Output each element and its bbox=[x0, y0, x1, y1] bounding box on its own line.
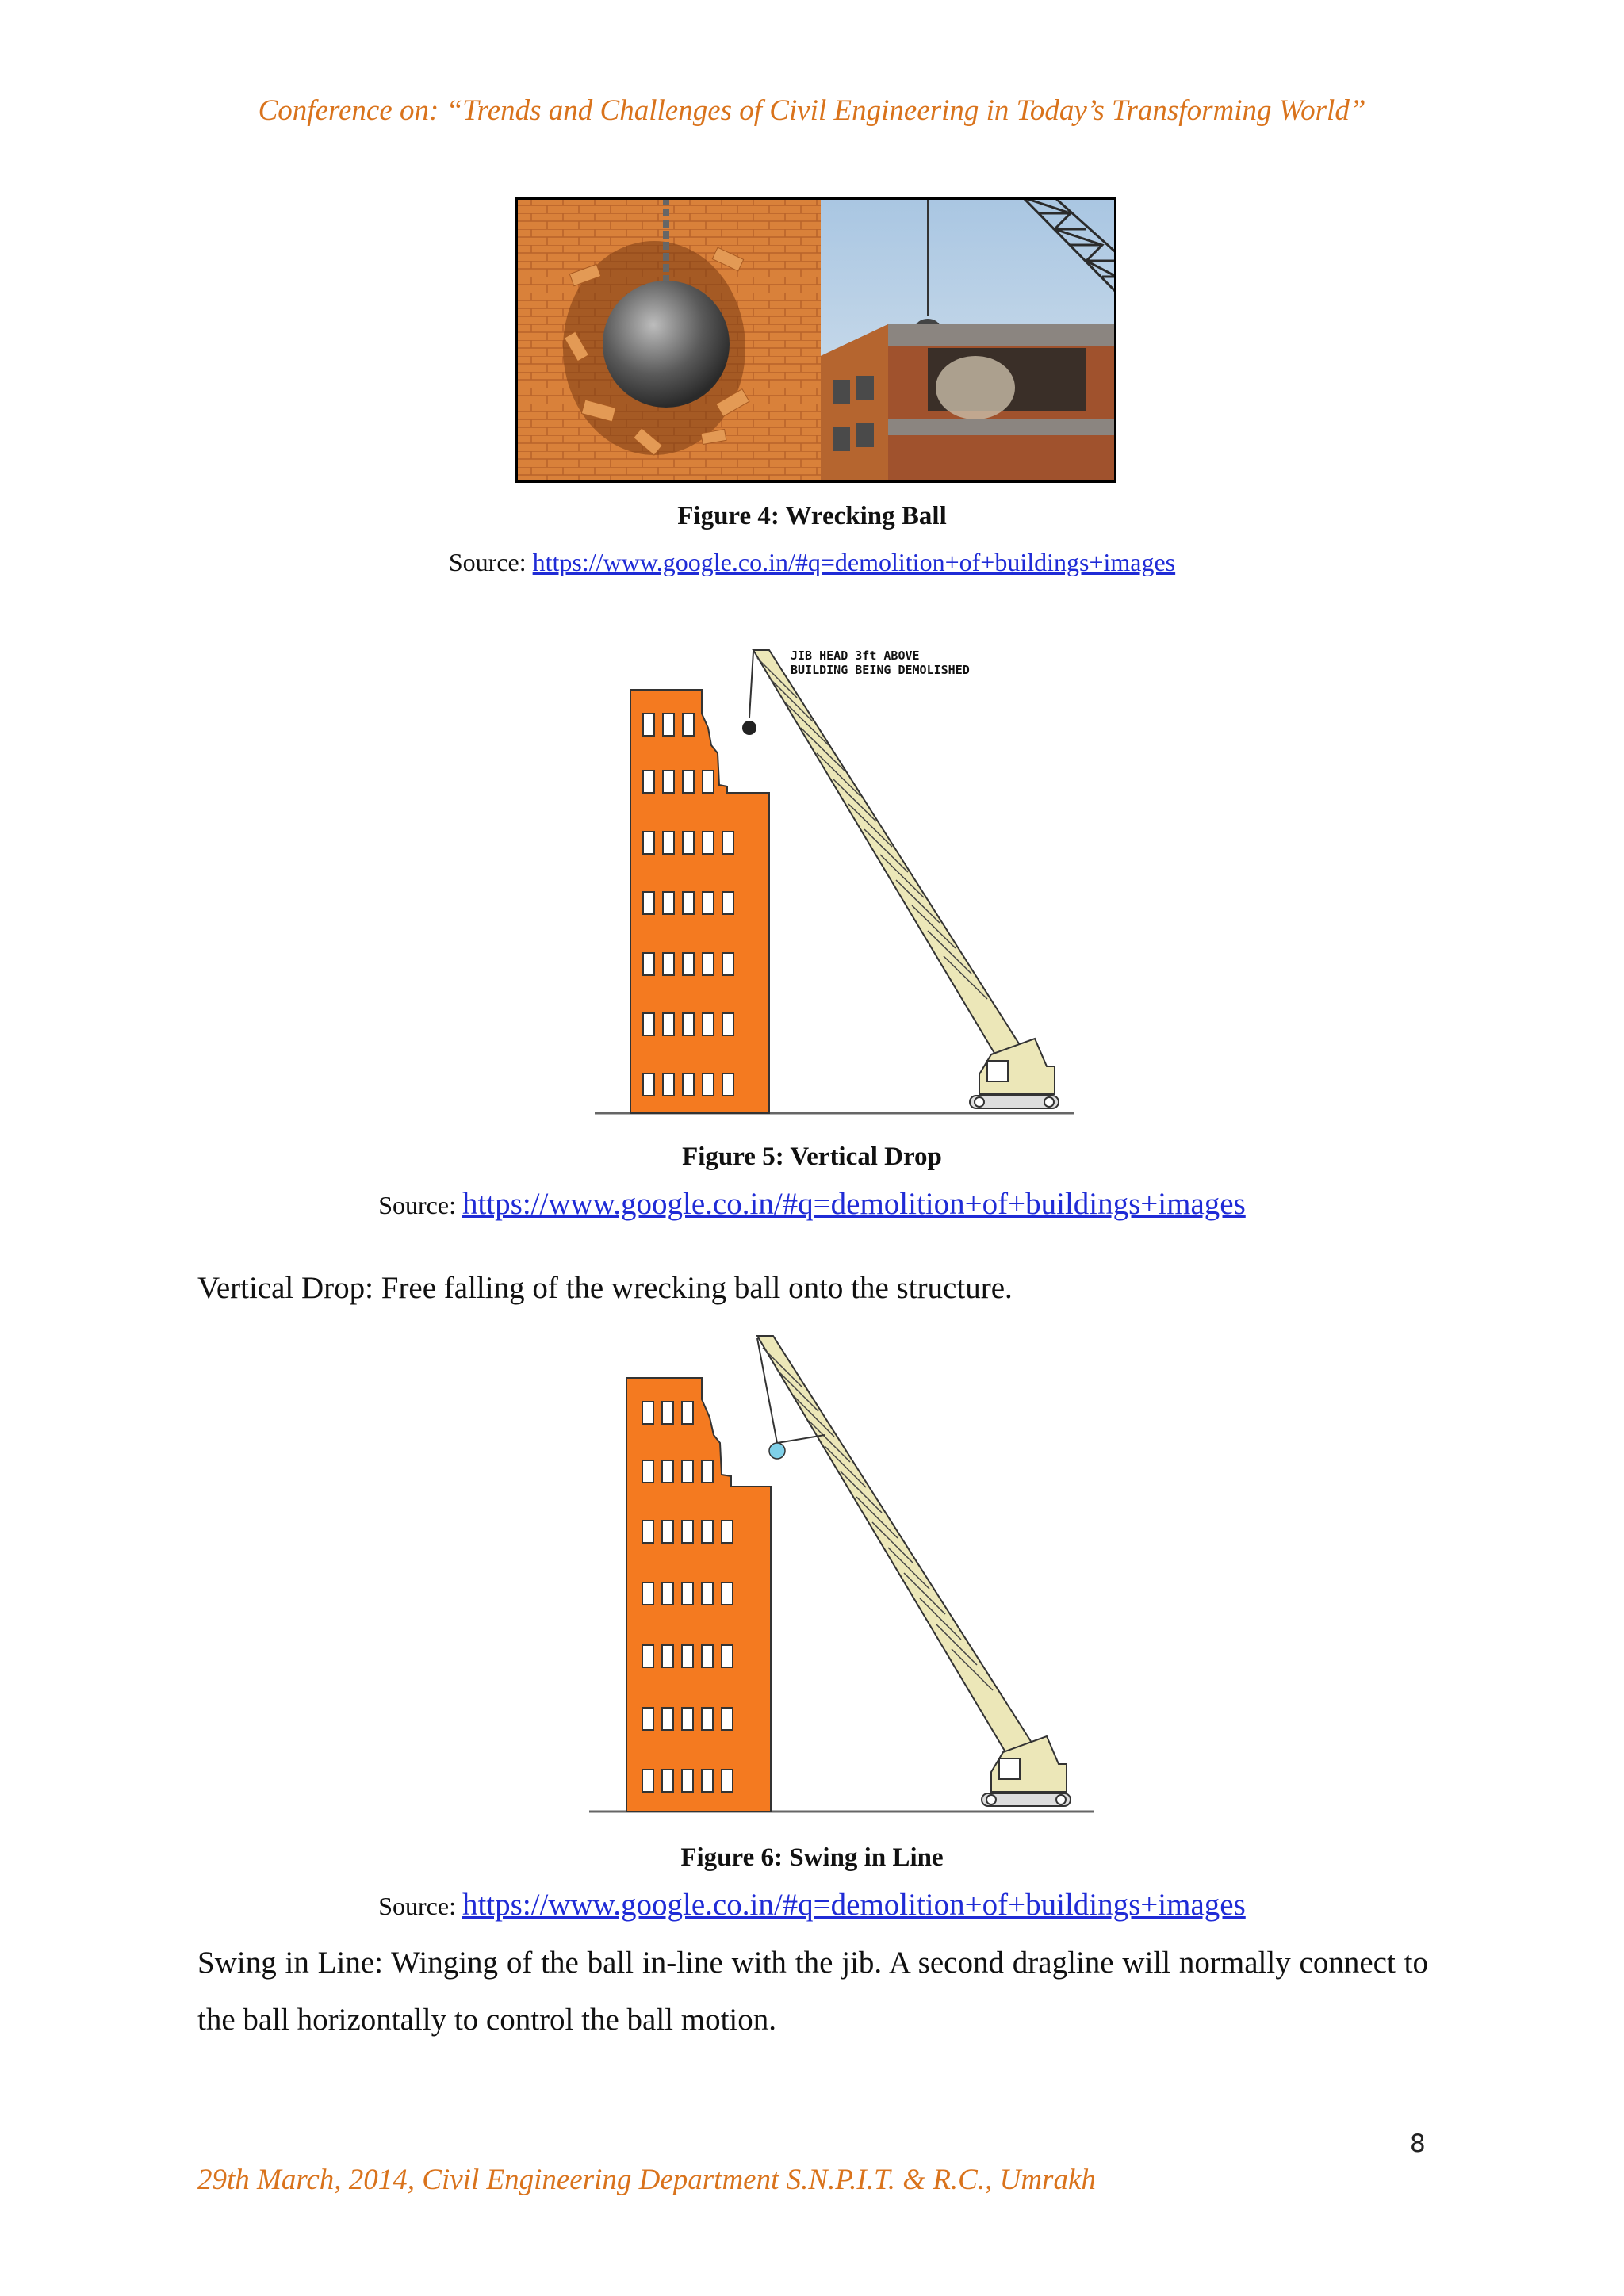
cable bbox=[749, 652, 753, 718]
source-link[interactable]: https://www.google.co.in/#q=demolition+of+buildings+images bbox=[532, 548, 1176, 576]
wrecking-ball-photo bbox=[515, 197, 1116, 483]
swing-in-line-diagram bbox=[587, 1332, 1094, 1823]
source-label: Source: bbox=[448, 548, 533, 576]
vertical-drop-diagram bbox=[591, 634, 1082, 1126]
figure-4-caption: Figure 4: Wrecking Ball bbox=[677, 502, 947, 530]
crane-base bbox=[982, 1736, 1071, 1806]
figure-6-diagram bbox=[587, 1332, 1094, 1823]
source-label: Source: bbox=[378, 1892, 462, 1920]
jib-annotation-line2: BUILDING BEING DEMOLISHED bbox=[791, 663, 970, 677]
figure-5-diagram bbox=[591, 634, 1082, 1126]
figure-6-source bbox=[0, 1887, 1624, 1923]
source-link[interactable]: https://www.google.co.in/#q=demolition+of+buildings+images bbox=[462, 1187, 1246, 1221]
crane-jib bbox=[757, 1336, 1043, 1768]
figure-4-source bbox=[0, 548, 1624, 577]
figure-6-caption: Figure 6: Swing in Line bbox=[680, 1843, 944, 1872]
source-link[interactable]: https://www.google.co.in/#q=demolition+of+buildings+images bbox=[462, 1888, 1246, 1922]
page-number: 8 bbox=[1410, 2130, 1426, 2158]
jib-annotation-line1: JIB HEAD 3ft ABOVE bbox=[791, 649, 920, 663]
figure-4-image bbox=[515, 197, 1116, 483]
crane-jib bbox=[753, 650, 1031, 1070]
paragraph-swing-in-line: Swing in Line: Winging of the ball in-line with the jib. A second dragline will normally connect to the ball horizontally to control the ball motion. bbox=[197, 1946, 1428, 2037]
running-header: Conference on: “Trends and Challenges of Civil Engineering in Today’s Transforming World” bbox=[258, 94, 1366, 127]
wrecking-ball bbox=[742, 721, 756, 735]
control-dragline bbox=[777, 1435, 825, 1443]
wrecking-ball bbox=[769, 1443, 785, 1459]
figure-5-source bbox=[0, 1186, 1624, 1222]
crane-base bbox=[970, 1039, 1059, 1108]
figure-5-caption: Figure 5: Vertical Drop bbox=[682, 1142, 942, 1171]
running-footer: 29th March, 2014, Civil Engineering Department S.N.P.I.T. & R.C., Umrakh bbox=[197, 2164, 1096, 2196]
source-label: Source: bbox=[378, 1191, 462, 1219]
paragraph-vertical-drop: Vertical Drop: Free falling of the wrecking ball onto the structure. bbox=[197, 1271, 1013, 1305]
